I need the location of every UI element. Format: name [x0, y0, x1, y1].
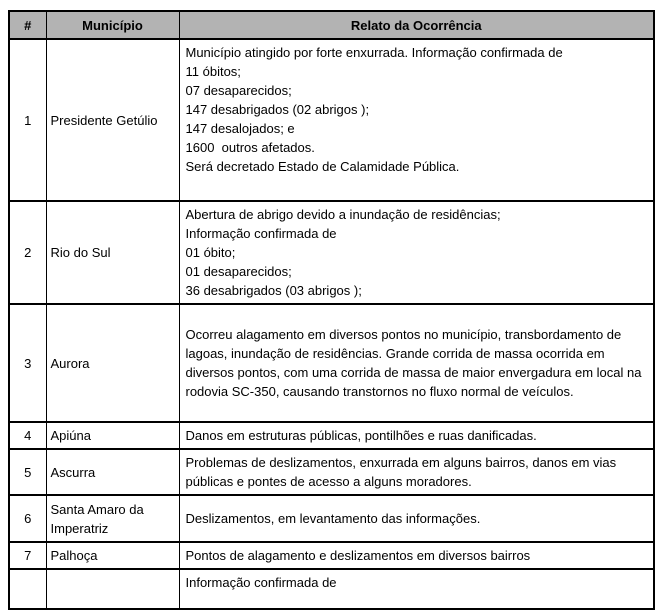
- table-body: [9, 39, 654, 609]
- header-municipality: Município: [46, 11, 179, 39]
- row-number-cell: 5: [9, 449, 46, 495]
- row-number-cell: 3: [9, 304, 46, 422]
- report-line: Será decretado Estado de Calamidade Pública.: [185, 159, 460, 174]
- table-row: [9, 495, 654, 542]
- report-cell: Deslizamentos, em levantamento das informações.: [179, 495, 654, 542]
- municipality-cell: Santa Amaro da Imperatriz: [46, 495, 179, 542]
- report-line: 147 desalojados; e: [185, 121, 295, 136]
- table-row: [9, 304, 654, 422]
- report-cell: Ocorreu alagamento em diversos pontos no município, transbordamento de lagoas, inundação de residências. Grande corrida de massa ocorrida em diversos pontos, com uma corrida de massa de maior envergadura em local na rodovia SC-350, causando transtornos no fluxo normal de veículos.: [179, 304, 654, 422]
- report-cell: Danos em estruturas públicas, pontilhões e ruas danificadas.: [179, 422, 654, 449]
- row-number-cell: 6: [9, 495, 46, 542]
- report-cell: Problemas de deslizamentos, enxurrada em alguns bairros, danos em vias públicas e pontes de acesso a alguns moradores.: [179, 449, 654, 495]
- report-cell: Pontos de alagamento e deslizamentos em diversos bairros: [179, 542, 654, 569]
- report-line: 07 desaparecidos;: [185, 83, 292, 98]
- report-line: 147 desabrigados (02 abrigos );: [185, 102, 370, 117]
- occurrence-table: [8, 10, 655, 610]
- report-line: Município atingido por forte enxurrada. Informação confirmada de: [185, 45, 563, 60]
- header-number: #: [9, 11, 46, 39]
- report-line: 01 desaparecidos;: [185, 264, 292, 279]
- municipality-cell: Presidente Getúlio: [46, 39, 179, 201]
- report-cell: Informação confirmada de: [179, 569, 654, 609]
- table-row: [9, 201, 654, 304]
- municipality-cell: Aurora: [46, 304, 179, 422]
- row-number-cell: 4: [9, 422, 46, 449]
- row-number-cell: 2: [9, 201, 46, 304]
- table-row: [9, 39, 654, 201]
- row-number-cell: 1: [9, 39, 46, 201]
- municipality-cell: Palhoça: [46, 542, 179, 569]
- municipality-cell: [46, 569, 179, 609]
- report-cell: [179, 201, 654, 304]
- row-number-cell: 7: [9, 542, 46, 569]
- report-line: 01 óbito;: [185, 245, 236, 260]
- report-line: 36 desabrigados (03 abrigos );: [185, 283, 362, 298]
- municipality-cell: Apiúna: [46, 422, 179, 449]
- table-row: [9, 542, 654, 569]
- report-cell: [179, 39, 654, 201]
- municipality-cell: Ascurra: [46, 449, 179, 495]
- table-row: [9, 449, 654, 495]
- report-line: 11 óbitos;: [185, 64, 241, 79]
- table-row: [9, 422, 654, 449]
- municipality-cell: Rio do Sul: [46, 201, 179, 304]
- report-line: 1600 outros afetados.: [185, 140, 315, 155]
- table-row: [9, 569, 654, 609]
- header-row: [9, 11, 654, 39]
- report-line: Abertura de abrigo devido a inundação de residências;: [185, 207, 501, 222]
- report-line: Informação confirmada de: [185, 226, 337, 241]
- row-number-cell: [9, 569, 46, 609]
- header-report: Relato da Ocorrência: [179, 11, 654, 39]
